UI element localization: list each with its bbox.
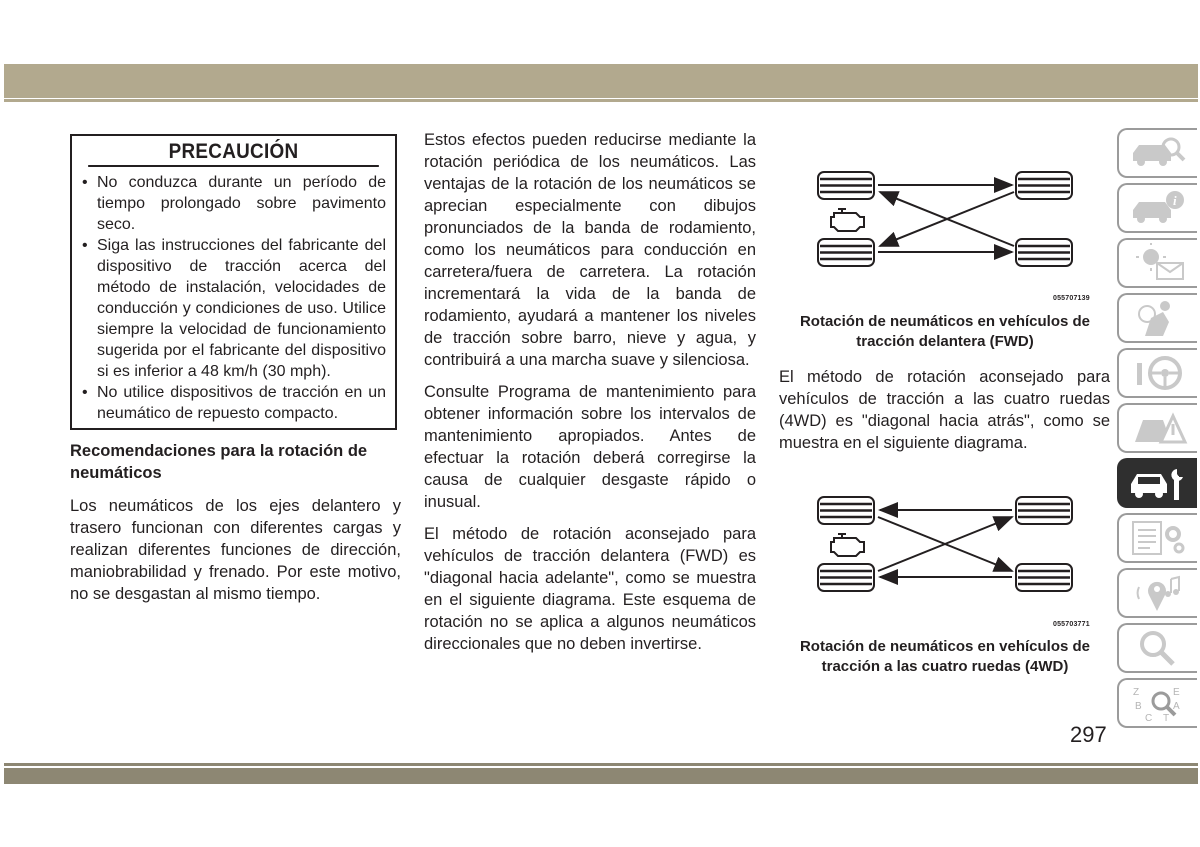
footer-band — [4, 768, 1198, 784]
svg-text:C: C — [1145, 713, 1153, 723]
car-wrench-icon — [1127, 463, 1189, 503]
tire-icon — [1016, 239, 1072, 266]
middle-column — [424, 129, 756, 665]
tab-warnings[interactable] — [1117, 238, 1197, 288]
figure-code: 055703771 — [1053, 621, 1090, 628]
tab-emergency[interactable] — [1117, 403, 1197, 453]
tab-maintenance[interactable] — [1117, 458, 1197, 508]
figure-caption: Rotación de neumáticos en vehículos de tracción a las cuatro ruedas (4WD) — [799, 638, 1091, 675]
maintenance-list-gear-icon — [1127, 518, 1189, 558]
right-paragraph: El método de rotación aconsejado para vehículos de tracción a las cuatro ruedas (4WD) es "diagonal hacia atrás", como se muestra en el siguiente diagrama. — [779, 368, 1110, 452]
fwd-rotation-diagram — [812, 160, 1082, 280]
section-body: Los neumáticos de los ejes delantero y trasero funcionan con diferentes cargas y realizan diferentes funciones de dirección, maniobrabilidad y frenado. Por este motivo, no se desgastan al mismo tiempo. — [70, 497, 401, 603]
tire-icon — [818, 239, 874, 266]
paragraph: Estos efectos pueden reducirse mediante la rotación periódica de los neumáticos. Las ventajas de la rotación de los neumáticos se aprecian especialmente con dibujos pronunciados de la banda de rodamiento, como los neumáticos para conducción en carretera/fuera de carretera. La rotación incrementará la vida de la banda de rodamiento, ayudará a mantener los niveles de tracción sobre barro, nieve y agua, y contribuirá a una marcha suave y silenciosa. — [424, 131, 756, 369]
warning-lights-message-icon — [1127, 243, 1189, 283]
car-search-icon — [1127, 133, 1189, 173]
caution-item: • Siga las instrucciones del fabricante del dispositivo de tracción acerca del método de instalación, velocidades de conducción y condiciones de uso. Utilice siempre la velocidad de funcionamiento sugerida por el fabricante del dispositivo si es inferior a 48 km/h (30 mph). — [82, 235, 386, 382]
car-info-icon — [1127, 188, 1189, 228]
footer-rule — [4, 763, 1198, 766]
engine-icon — [831, 534, 864, 556]
4wd-rotation-diagram — [812, 485, 1082, 605]
svg-text:E: E — [1173, 687, 1180, 698]
media-location-icon — [1127, 573, 1189, 613]
tab-vehicle-info[interactable] — [1117, 183, 1197, 233]
tab-vehicle-overview[interactable] — [1117, 128, 1197, 178]
svg-text:A: A — [1173, 701, 1180, 712]
road-warning-icon — [1127, 408, 1189, 448]
caution-item: • No conduzca durante un período de tiempo prolongado sobre pavimento seco. — [82, 172, 386, 235]
tire-icon — [818, 172, 874, 199]
tire-icon — [1016, 497, 1072, 524]
alphabet-index-icon — [1127, 683, 1189, 723]
tab-customer-assistance[interactable] — [1117, 623, 1197, 673]
svg-text:B: B — [1135, 701, 1142, 712]
header-band — [4, 64, 1198, 98]
svg-text:T: T — [1163, 713, 1170, 723]
tab-multimedia[interactable] — [1117, 568, 1197, 618]
tab-safety[interactable] — [1117, 293, 1197, 343]
tire-icon — [1016, 172, 1072, 199]
figure-code: 055707139 — [1053, 295, 1090, 302]
engine-icon — [831, 209, 864, 231]
caution-item: • No utilice dispositivos de tracción en un neumático de repuesto compacto. — [82, 382, 386, 424]
paragraph: Consulte Programa de mantenimiento para obtener información sobre los intervalos de mantenimiento apropiados. Antes de efectuar la rotación deberá corregirse la causa de cualquier desgaste rápido o inusual. — [424, 383, 756, 511]
caution-box — [70, 134, 397, 430]
section-heading: Recomendaciones para la rotación de neumáticos — [70, 442, 368, 482]
caution-title: PRECAUCIÓN — [88, 136, 379, 167]
tab-index[interactable] — [1117, 678, 1197, 728]
caution-list — [72, 167, 395, 424]
tab-specifications[interactable] — [1117, 513, 1197, 563]
search-icon — [1127, 628, 1189, 668]
steering-wheel-key-icon — [1127, 353, 1189, 393]
tire-icon — [1016, 564, 1072, 591]
header-rule — [4, 99, 1198, 102]
tire-icon — [818, 564, 874, 591]
paragraph: El método de rotación aconsejado para vehículos de tracción delantera (FWD) es "diagonal hacia adelante", como se muestra en el siguiente diagrama. Este esquema de rotación no se aplica a algunos neumáticos direccionales que no deben invertirse. — [424, 525, 756, 653]
figure-caption: Rotación de neumáticos en vehículos de tracción delantera (FWD) — [799, 313, 1091, 350]
svg-text:Z: Z — [1133, 687, 1140, 698]
tire-icon — [818, 497, 874, 524]
svg-text:i: i — [1173, 193, 1177, 208]
airbag-seat-icon — [1127, 298, 1189, 338]
page-number: 297 — [1070, 722, 1107, 747]
tab-starting[interactable] — [1117, 348, 1197, 398]
